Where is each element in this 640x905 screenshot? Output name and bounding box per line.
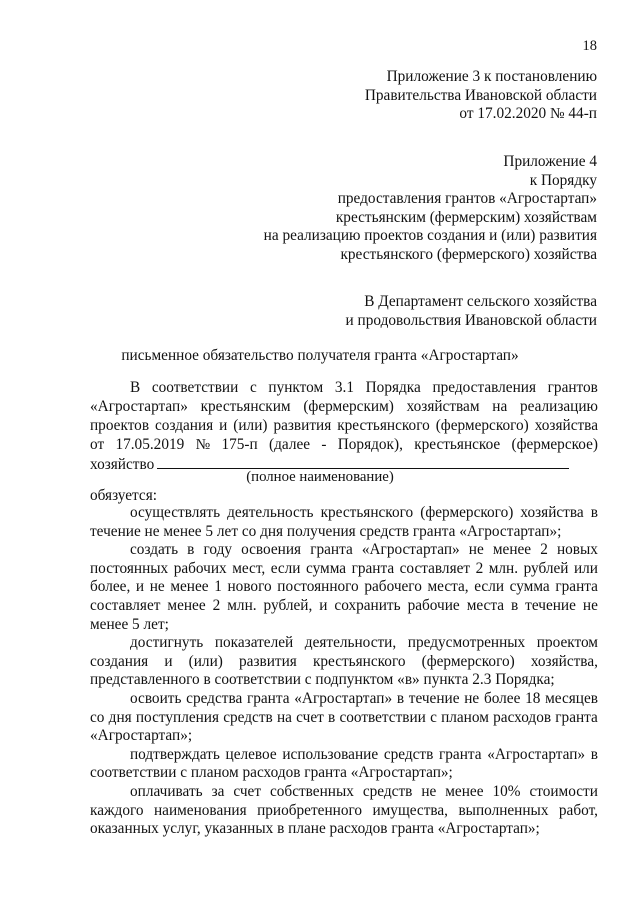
word: места, [427,578,469,595]
word: пунктом [268,379,324,396]
word: не [468,541,484,558]
word: на [276,709,292,726]
word: месяцев [545,690,598,707]
word: (далее [269,436,311,453]
word: предусмотренных [407,634,526,651]
text-line [90,578,598,597]
text-line: соответствии с планом расходов гранта «Агростартап»; [90,764,453,781]
word: постоянного [277,578,359,595]
word: составляет [399,560,471,577]
word: создания [155,417,214,434]
text-line [90,709,598,728]
word: от [90,436,105,453]
header-line: крестьянским (фермерским) хозяйствам [335,208,597,226]
text-line [90,398,598,417]
word: деятельности, [304,634,397,651]
word: (фермерское) [511,436,598,453]
text-line [90,560,598,579]
word: показателей [214,634,294,651]
word: каждого [90,802,144,819]
word: составляет [90,597,161,614]
word: достигнуть [130,634,204,651]
word: течение [525,597,576,614]
word: (фермерского) [421,653,515,670]
word: нового [227,578,272,595]
farm-name-blank [157,455,569,469]
word: Порядок), [337,436,403,453]
word: течение [408,690,460,707]
word: счет [233,783,262,800]
word: с [249,379,257,396]
word: хозяйствам [406,398,480,415]
word: собственных [269,783,354,800]
word: гранта [439,746,482,763]
word: деятельность [227,504,314,521]
header-line: на реализацию проектов создания и (или) развития [263,227,597,245]
word: создать [130,541,179,558]
text-line: «Агростартап»; [90,727,193,744]
word: развития [239,653,297,670]
word: рабочего [364,578,422,595]
word: менее [167,597,206,614]
word: хозяйства [534,417,598,434]
word: менее [170,578,209,595]
appendix-4-header [264,153,597,265]
word: гранта [555,709,598,726]
word: или [573,560,598,577]
header-line: от 17.02.2020 № 44-п [459,105,597,123]
recipient-line: и продовольствия Ивановской области [345,311,597,329]
word: осуществлять [130,504,221,521]
text-line [130,541,598,560]
word: поступления [135,709,220,726]
word: крестьянского [337,417,430,434]
word: - [321,436,327,453]
word: использование [282,746,379,763]
word: № [195,436,211,453]
word: в [187,541,195,558]
recipient-line: В Департамент сельского хозяйства [364,293,597,310]
page-number: 18 [582,38,597,54]
word: развития [273,417,332,434]
word: рублей [523,560,569,577]
word: гранта [246,690,290,707]
word: млн. [488,560,519,577]
word: и [164,653,173,670]
recipient-block [346,293,597,330]
word: в [510,597,519,614]
word: (фермерского) [435,417,529,434]
word: стоимости [529,783,598,800]
word: хозяйства [520,504,584,521]
word: приобретенного [257,802,363,819]
header-line: крестьянского (фермерского) хозяйства [340,245,597,263]
word: «Агростартап» [361,541,460,558]
word: средств [362,783,413,800]
word: соответствии [151,379,239,396]
text-line [90,436,598,455]
word: если [270,560,301,577]
word: «Агростартап» [487,746,586,763]
word: в [328,709,336,726]
word: «Агростартап» [294,690,393,707]
header-line: предоставления грантов «Агростартап» [337,190,597,208]
word: подтверждать [130,746,220,763]
word: сумма [509,578,550,595]
word: дня [108,709,132,726]
word: рабочих [173,560,227,577]
word: с [430,709,437,726]
word: соответствии [339,709,426,726]
word: крестьянским [200,398,291,415]
word: крестьянское [414,436,501,453]
text-line: обязуется: [90,487,157,504]
word: 10% [492,783,521,800]
text-line [130,634,598,653]
word: и [135,578,145,595]
word: сохранить [334,597,401,614]
word: мест, [232,560,266,577]
text-line [90,653,598,672]
word: 2 [540,541,548,558]
header-line: Приложение 4 [503,153,597,170]
word: средств [383,746,434,763]
text-line: течение не менее 5 лет со дня получения средств гранта «Агростартап»; [90,523,562,540]
word: не [149,578,165,595]
word: 1 [214,578,222,595]
word: (фермерским) [303,398,394,415]
word: (фермерского) [420,504,514,521]
word: реализацию [519,398,598,415]
word: сумма [305,560,347,577]
text-line: оказанных услуг, указанных в плане расходов гранта «Агростартап»; [90,820,540,837]
word: новых [556,541,598,558]
text-line [130,379,598,398]
word: 17.05.2019 [115,436,185,453]
word: не [582,597,598,614]
word: крестьянского [320,504,414,521]
word: оплачивать [130,783,203,800]
word: со [90,709,105,726]
word: рабочие [407,597,460,614]
word: млн. [227,597,257,614]
word: расходов [493,709,552,726]
farm-name-caption: (полное наименование) [246,469,394,485]
word: 18 [525,690,541,707]
word: гранта [351,560,395,577]
word: менее [445,783,484,800]
word: работ, [558,802,598,819]
word: постоянных [90,560,169,577]
appendix-3-header [365,68,597,124]
text-line [130,690,598,709]
word: выполненных [458,802,549,819]
word: планом [441,709,489,726]
word: (или) [233,417,268,434]
word: более, [90,578,131,595]
header-line: Правительства Ивановской области [364,86,597,104]
word: (или) [188,653,223,670]
word: проектом [536,634,598,651]
word: грантов [547,379,598,396]
word: рублей, [263,597,313,614]
word: гранта [555,578,598,595]
text-line: представленного в соответствии с подпунктом «в» пункта 2.3 Порядка; [90,671,555,688]
word: 3.1 [334,379,354,396]
word: проектов [90,417,150,434]
word: менее [492,541,532,558]
word: создания [90,653,149,670]
header-line: к Порядку [529,171,597,189]
word: гранта [310,541,353,558]
word: за [211,783,225,800]
text-line: менее 5 лет; [90,616,169,633]
text-line [90,802,598,821]
text-line [90,597,598,616]
word: в [590,746,598,763]
word: в [396,690,405,707]
word: имущества, [372,802,449,819]
text-line [130,504,598,523]
word: 175-п [221,436,258,453]
text-line [130,746,598,765]
word: и [219,417,228,434]
word: освоить [130,690,182,707]
word: более [483,690,521,707]
word: году [203,541,233,558]
farm-name-label: хозяйство [90,456,155,473]
word: целевое [225,746,277,763]
word: средств [223,709,273,726]
word: в [590,504,598,521]
word: «Агростартап» [90,398,188,415]
word: крестьянского [312,653,406,670]
word: 2 [475,560,484,577]
word: средства [186,690,243,707]
word: не [464,690,480,707]
header-line: Приложение 3 к постановлению [386,68,597,85]
text-line [130,783,598,802]
word: и [319,597,328,614]
document-title: письменное обязательство получателя гранта «Агростартап» [121,347,519,364]
word: наименования [153,802,247,819]
word: освоения [241,541,302,558]
word: счет [296,709,324,726]
text-line [90,417,598,436]
word: не [421,783,437,800]
word: хозяйства, [530,653,598,670]
word: Порядка [365,379,421,396]
word: если [474,578,505,595]
word: В [130,379,141,396]
word: 2 [212,597,221,614]
word: на [492,398,508,415]
word: предоставления [432,379,536,396]
word: места [466,597,504,614]
